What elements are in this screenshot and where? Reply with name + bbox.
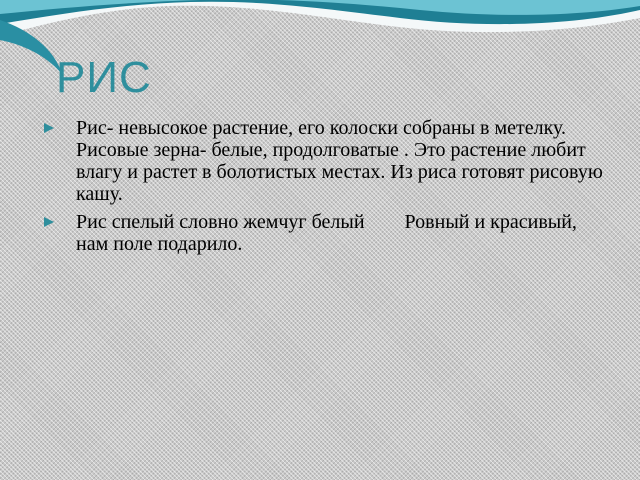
- bullet-item-1: [44, 117, 604, 205]
- triangle-bullet-icon: [44, 217, 54, 227]
- triangle-bullet-icon: [44, 123, 54, 133]
- bullet-text-2a: Рис спелый словно жемчуг белый: [76, 211, 365, 233]
- slide-title: РИС: [56, 53, 152, 102]
- bullet-item-2: [44, 211, 604, 255]
- wave-left-swoosh: [0, 20, 62, 74]
- bullet-list: [44, 117, 604, 261]
- bullet-text-1: Рис- невысокое растение, его колоски собраны в метелку. Рисовые зерна- белые, продолговатые . Это растение любит влагу и растет в болотистых местах. Из риса готовят рисовую кашу.: [76, 117, 603, 205]
- bullet-text-2b: Ровный и красивый, нам поле подарило.: [76, 211, 577, 255]
